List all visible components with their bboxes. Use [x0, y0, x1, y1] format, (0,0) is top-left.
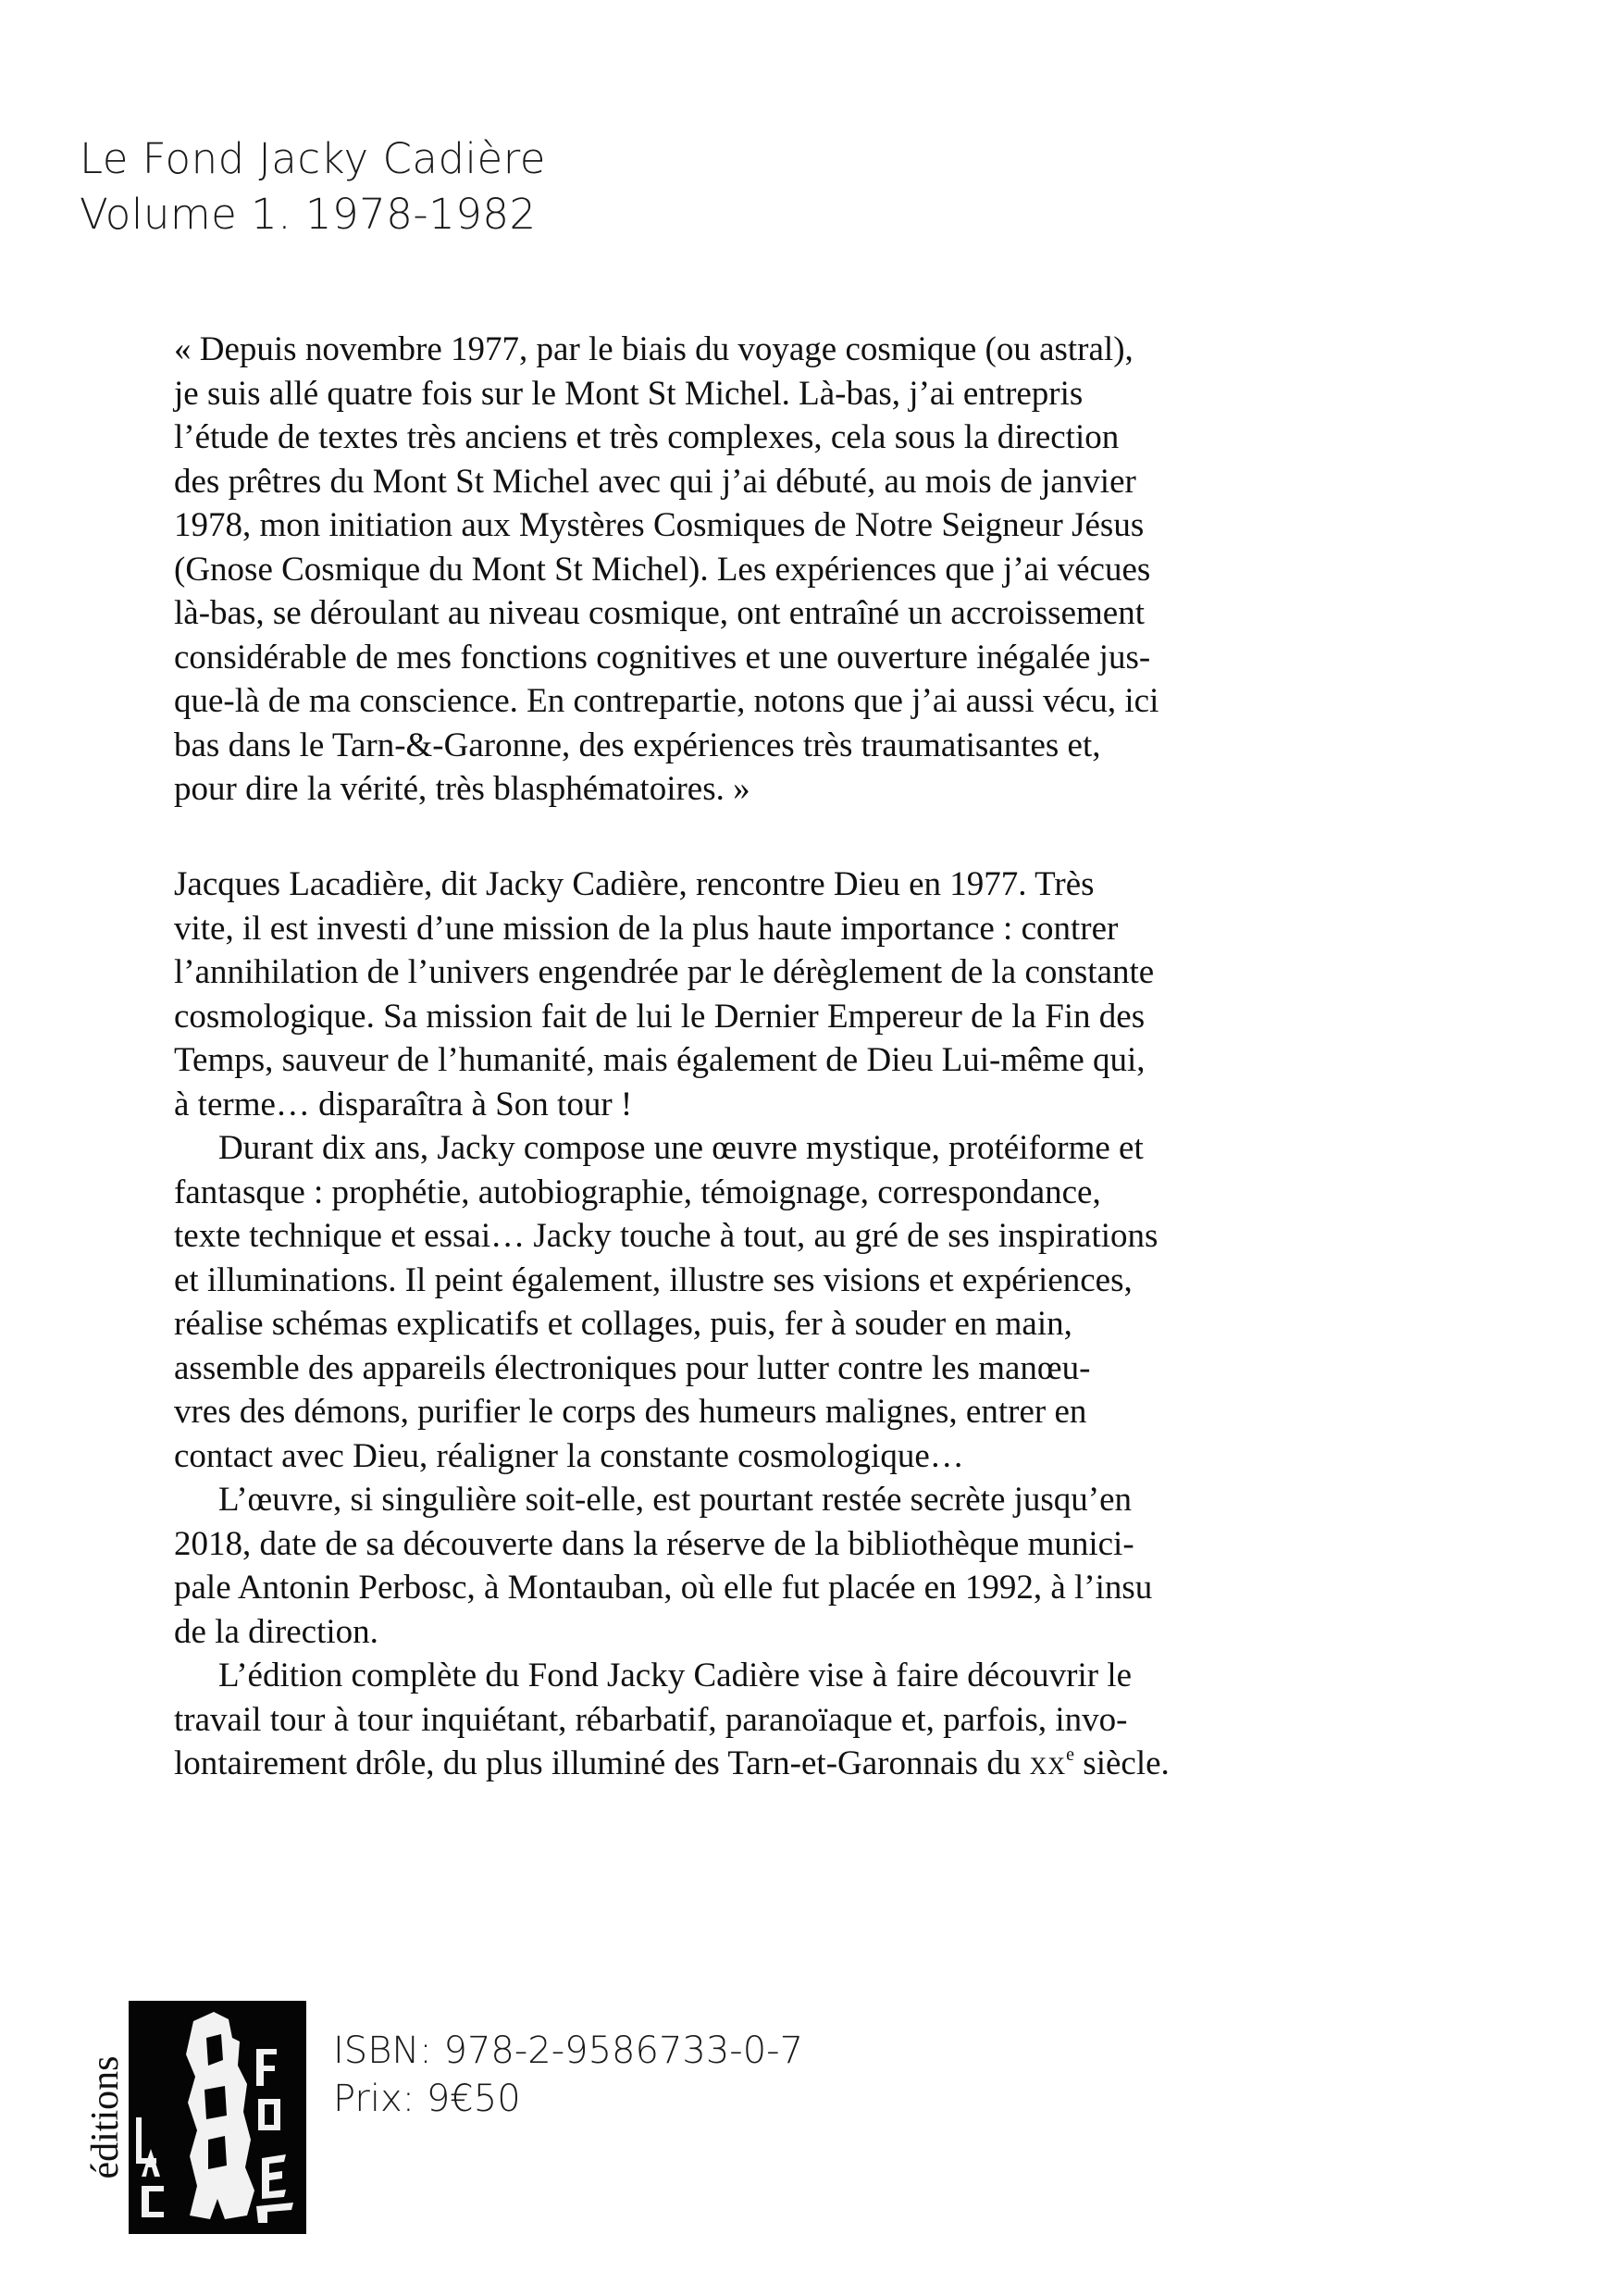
- body-line: à terme… disparaîtra à Son tour !: [174, 1085, 633, 1123]
- body-line: cosmologique. Sa mission fait de lui le Dernier Empereur de la Fin des: [174, 997, 1146, 1036]
- quote-line: je suis allé quatre fois sur le Mont St Michel. Là-bas, j’ai entrepris: [174, 374, 1084, 413]
- book-title: Le Fond Jacky Cadière: [80, 134, 546, 183]
- editions-text: éditions: [84, 2055, 127, 2179]
- logo-editions-label: [86, 2001, 125, 2234]
- body-line-text: lontairement drôle, du plus illuminé des Tarn-et-Garonnais du: [174, 1744, 1030, 1782]
- body-line: et illuminations. Il peint également, illustre ses visions et expériences,: [174, 1260, 1133, 1299]
- quote-line: « Depuis novembre 1977, par le biais du voyage cosmique (ou astral),: [174, 330, 1134, 368]
- price-text: Prix: 9€50: [333, 2078, 521, 2120]
- quote-line: 1978, mon initiation aux Mystères Cosmiques de Notre Seigneur Jésus: [174, 506, 1145, 544]
- quote-paragraph: [174, 328, 1294, 812]
- quote-line: considérable de mes fonctions cognitives et une ouverture inégalée jus-: [174, 638, 1151, 676]
- body-line: assemble des appareils électroniques pour lutter contre les manœu-: [174, 1348, 1091, 1387]
- quote-line: (Gnose Cosmique du Mont St Michel). Les expériences que j’ai vécues: [174, 550, 1151, 589]
- publisher-logo: [86, 2001, 306, 2234]
- body-line: vite, il est investi d’une mission de la plus haute importance : contrer: [174, 909, 1119, 948]
- body-line: Durant dix ans, Jacky compose une œuvre mystique, protéiforme et: [218, 1129, 1144, 1167]
- body-line: texte technique et essai… Jacky touche à tout, au gré de ses inspirations: [174, 1217, 1158, 1255]
- body-line: de la direction.: [174, 1612, 378, 1651]
- quote-line: des prêtres du Mont St Michel avec qui j’ai débuté, au mois de janvier: [174, 462, 1136, 501]
- century-superscript: e: [1066, 1744, 1075, 1765]
- body-line: L’œuvre, si singulière soit-elle, est pourtant restée secrète jusqu’en: [218, 1481, 1133, 1519]
- body-line-end: siècle.: [1074, 1744, 1170, 1782]
- quote-line: que-là de ma conscience. En contrepartie, notons que j’ai aussi vécu, ici: [174, 682, 1159, 720]
- isbn-text: ISBN: 978-2-9586733-0-7: [333, 2029, 804, 2072]
- body-line-last: [174, 1742, 1294, 1789]
- body-line: contact avec Dieu, réaligner la constante cosmologique…: [174, 1436, 964, 1475]
- quote-line: l’étude de textes très anciens et très complexes, cela sous la direction: [174, 418, 1120, 456]
- logo-artwork: [129, 2001, 306, 2234]
- century-roman: XX: [1029, 1753, 1067, 1780]
- body-line: Jacques Lacadière, dit Jacky Cadière, rencontre Dieu en 1977. Très: [174, 865, 1095, 903]
- body-line: réalise schémas explicatifs et collages, puis, fer à souder en main,: [174, 1305, 1072, 1343]
- book-info: [333, 2027, 803, 2123]
- quote-line: là-bas, se déroulant au niveau cosmique, ont entraîné un accroissement: [174, 594, 1145, 632]
- volume-subtitle: Volume 1. 1978-1982: [80, 190, 537, 239]
- body-line: pale Antonin Perbosc, à Montauban, où elle fut placée en 1992, à l’insu: [174, 1569, 1153, 1607]
- logo-graphic: [129, 2001, 306, 2234]
- title-block: [80, 131, 546, 242]
- body-line: 2018, date de sa découverte dans la réserve de la bibliothèque munici-: [174, 1524, 1134, 1563]
- body-line: vres des démons, purifier le corps des humeurs malignes, entrer en: [174, 1393, 1087, 1431]
- description-text: [174, 863, 1294, 1789]
- quote-line: pour dire la vérité, très blasphématoires. »: [174, 770, 750, 808]
- quote-line: bas dans le Tarn-&-Garonne, des expériences très traumatisantes et,: [174, 726, 1101, 764]
- body-line: Temps, sauveur de l’humanité, mais également de Dieu Lui-même qui,: [174, 1041, 1146, 1079]
- body-line: l’annihilation de l’univers engendrée par le dérèglement de la constante: [174, 953, 1155, 991]
- body-line: travail tour à tour inquiétant, rébarbatif, paranoïaque et, parfois, invo-: [174, 1700, 1128, 1739]
- body-line: fantasque : prophétie, autobiographie, témoignage, correspondance,: [174, 1173, 1101, 1211]
- body-line: L’édition complète du Fond Jacky Cadière vise à faire découvrir le: [218, 1657, 1133, 1694]
